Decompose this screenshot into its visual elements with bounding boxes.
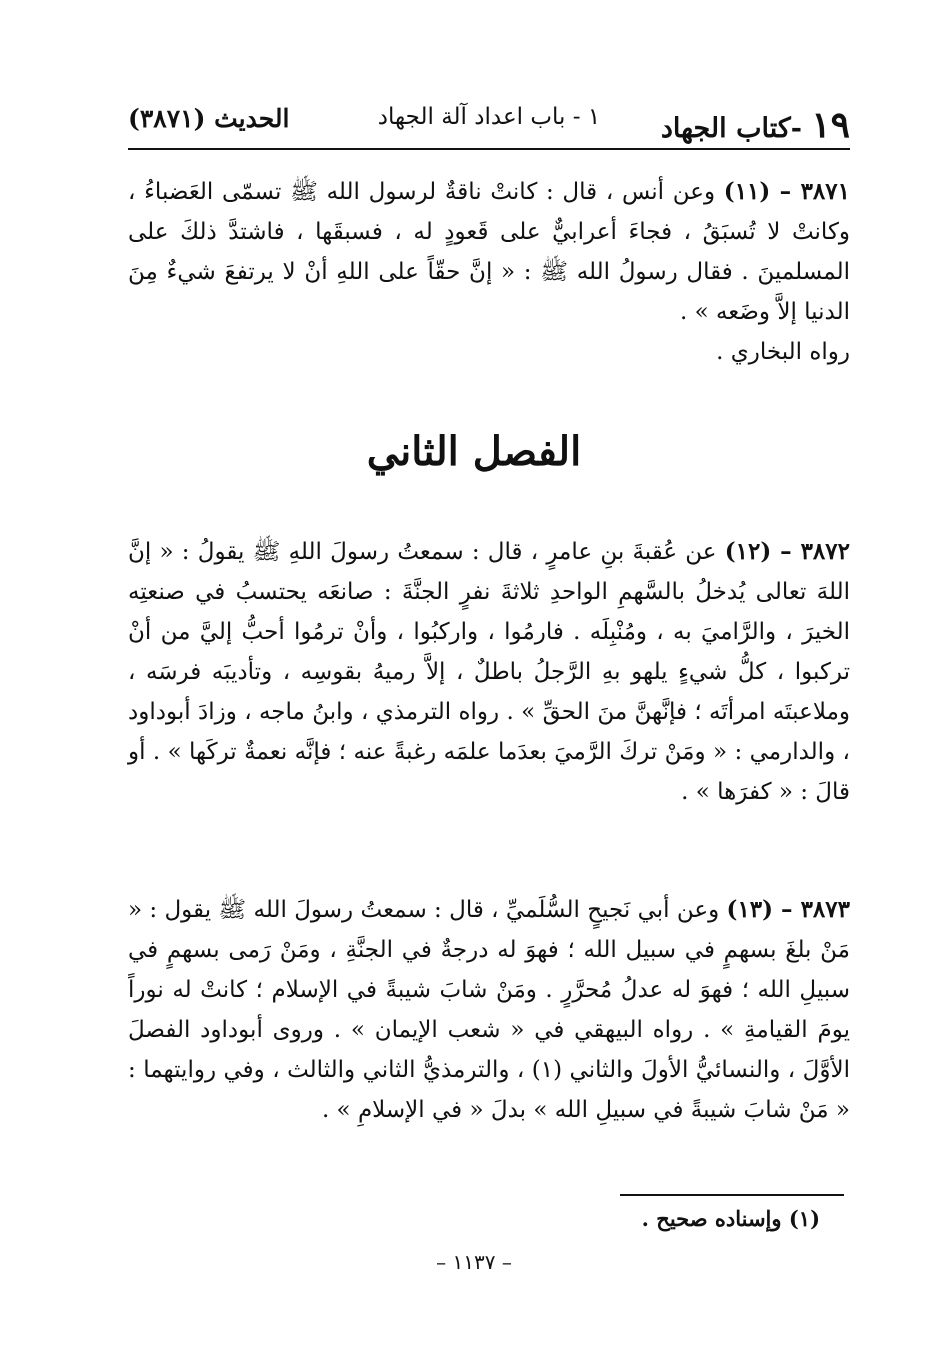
hadith-3872-text: عن عُقبةَ بنِ عامرٍ ، قال : سمعتُ رسولَ اللهِ ﷺ يقولُ : « إنَّ اللهَ تعالى يُدخلُ بالسَّهمِ الواحدِ ثلاثةَ نفرٍ الجنَّةَ : صانعَه يحتسبُ في صنعتِه الخيرَ ، والرَّاميَ به ، ومُنْبِلَه . فارمُوا ، واركبُوا ، وأنْ ترمُوا أحبُّ إليَّ من أنْ تركبوا ، كلُّ شيءٍ يلهو بهِ الرَّجلُ باطلٌ ، إلاَّ رميهُ بقوسِه ، وتأديبَه فرسَه ، وملاعبتَه امرأتَه ؛ فإنَّهنَّ منَ الحقِّ » . رواه الترمذي ، وابنُ ماجه ، وزادَ أبوداود ، والدارمي : « ومَنْ تركَ الرَّميَ بعدَما علمَه رغبةً عنه ؛ فإنَّه نعمةٌ تركَها » . أو قالَ : « كفرَها » .: [128, 539, 850, 805]
chapter-number: ١٩: [811, 104, 850, 146]
hadith-3872-body: [128, 532, 850, 812]
hadith-3871-number: ٣٨٧١ – (١١): [723, 178, 850, 205]
hadith-3873-number: ٣٨٧٣ – (١٣): [726, 896, 850, 923]
hadith-reference: الحديث (٣٨٧١): [128, 104, 290, 133]
hadith-3871: [128, 172, 850, 372]
hadith-3873-text: وعن أبي نَجيحٍ السُّلَميِّ ، قال : سمعتُ رسولَ الله ﷺ يقول : « مَنْ بلغَ بسهمٍ في سبيل الله ؛ فهوَ له درجةٌ في الجنَّةِ ، ومَنْ رَمى بسهمٍ في سبيلِ الله ؛ فهوَ له عدلُ مُحرَّرٍ . ومَنْ شابَ شيبةً في الإسلام ؛ كانتْ له نوراً يومَ القيامةِ » . رواه البيهقي في « شعب الإيمان » . وروى أبوداود الفصلَ الأوَّلَ ، والنسائيُّ الأولَ والثاني (١) ، والترمذيُّ الثاني والثالث ، وفي روايتهما : « مَنْ شابَ شيبةً في سبيلِ الله » بدلَ « في الإسلامِ » .: [128, 897, 850, 1123]
chapter-heading: [661, 104, 850, 146]
hadith-3871-body: [128, 172, 850, 332]
hadith-3873-body: [128, 890, 850, 1130]
footnote-separator: [620, 1194, 844, 1196]
section-heading: ١ - باب اعداد آلة الجهاد: [377, 104, 601, 130]
section-title: الفصل الثاني: [366, 428, 582, 475]
hadith-3871-source: رواه البخاري .: [716, 339, 850, 365]
running-header: [128, 92, 850, 150]
hadith-3872-number: ٣٨٧٢ – (١٢): [724, 538, 850, 565]
hadith-3873: [128, 890, 850, 1130]
hadith-3872: [128, 532, 850, 812]
page-number: – ١١٣٧ –: [436, 1250, 512, 1274]
footnote: (١) وإسناده صحيح .: [641, 1206, 820, 1231]
chapter-title: -كتاب الجهاد: [660, 113, 802, 144]
hadith-3871-text: وعن أنس ، قال : كانتْ ناقةٌ لرسول الله ﷺ تسمّى العَضباءُ ، وكانتْ لا تُسبَقُ ، فجاءَ أعرابيٌّ على قَعودٍ له ، فسبقَها ، فاشتدَّ ذلكَ على المسلمينَ . فقال رسولُ الله ﷺ : « إنَّ حقّاً على اللهِ أنْ لا يرتفعَ شيءٌ مِنَ الدنيا إلاَّ وضَعه » .: [128, 179, 850, 325]
